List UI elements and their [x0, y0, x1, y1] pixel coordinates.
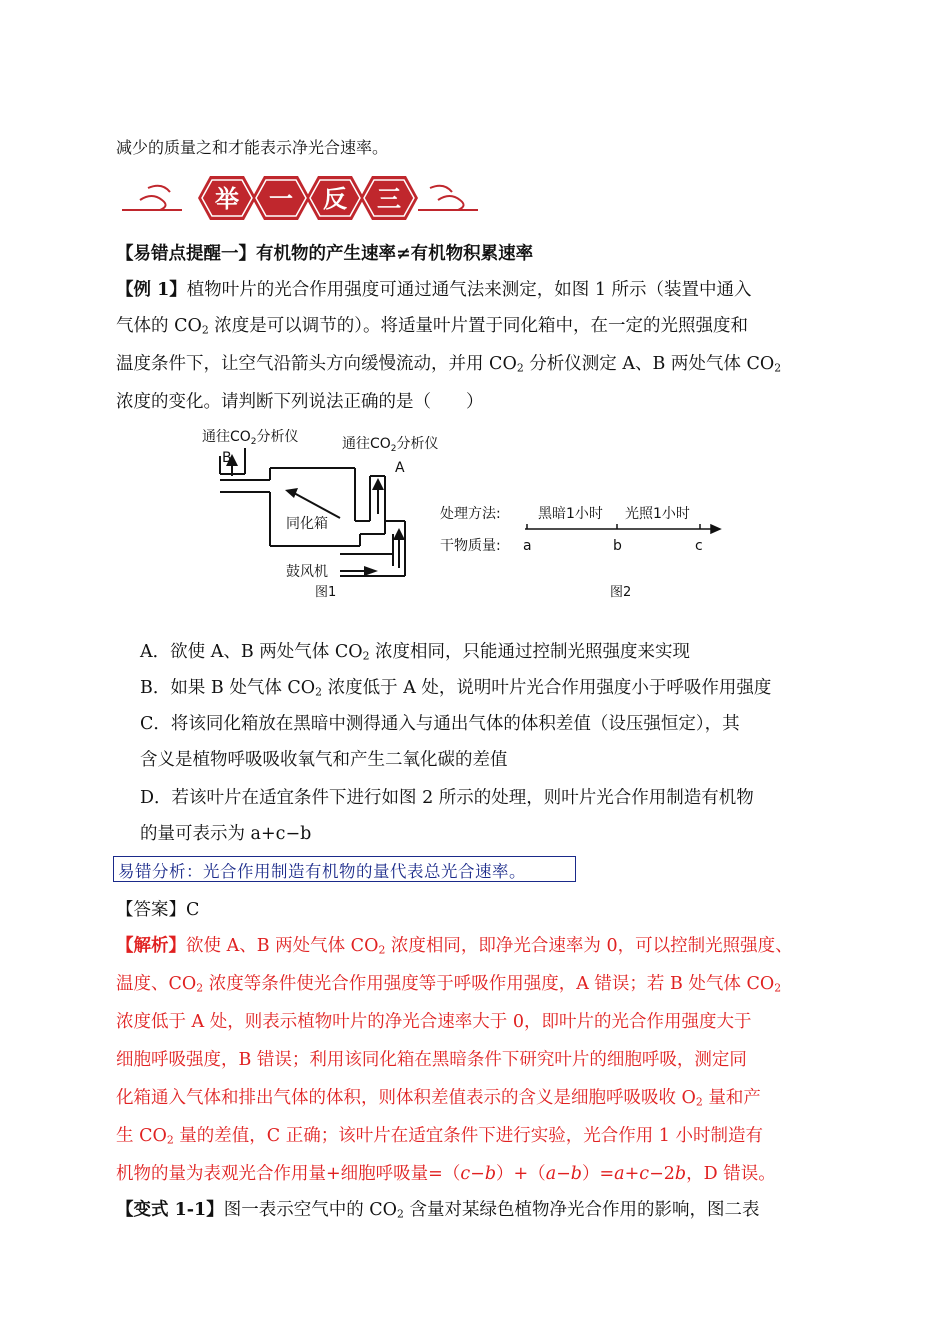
- fig2-caption: 图2: [610, 585, 632, 600]
- apparatus-figure: [190, 416, 750, 611]
- intro-text: 减少的质量之和才能表示净光合速率。: [116, 138, 389, 157]
- fig2-point-c: c: [695, 538, 703, 554]
- error-analysis-text: 易错分析：光合作用制造有机物的量代表总光合速率。: [118, 862, 526, 881]
- answer-text: 【答案】C: [116, 900, 200, 920]
- analysis-line-3: 浓度低于 A 处，则表示植物叶片的净光合速率大于 0，即叶片的光合作用强度大于: [116, 1012, 752, 1032]
- error-analysis-box: [113, 856, 576, 882]
- fig1-label-b: B: [222, 450, 232, 466]
- variant-tag: 【变式 1-1】: [116, 1200, 224, 1220]
- fig2-light-label: 光照1小时: [625, 506, 690, 522]
- fig2-mass-label: 干物质量:: [440, 538, 501, 554]
- fig1-caption: 图1: [315, 585, 337, 600]
- section-title: 【易错点提醒一】有机物的产生速率≠有机物积累速率: [116, 244, 534, 264]
- option-a[interactable]: A．欲使 A、B 两处气体 $CO_2$ 浓度相同，只能通过控制光照强度来实现: [140, 642, 691, 663]
- banner-char-4: 三: [377, 185, 401, 213]
- option-b[interactable]: B．如果 B 处气体 $CO_2$ 浓度低于 A 处，说明叶片光合作用强度小于呼吸作用强度: [140, 678, 772, 699]
- fig2-timeline: [525, 524, 720, 533]
- fig1-label-right: 通往$CO_2$分析仪: [342, 436, 439, 454]
- banner-char-2: 一: [269, 185, 293, 213]
- fig1-label-a: A: [395, 460, 405, 476]
- banner-char-1: 举: [215, 185, 239, 213]
- analysis-tag: 【解析】: [116, 936, 186, 956]
- fig2-point-a: a: [523, 538, 532, 554]
- example-stem-1: 植物叶片的光合作用强度可通过通气法来测定，如图 1 所示（装置中通入: [186, 280, 752, 300]
- fig1-label-left: 通往$CO_2$分析仪: [202, 429, 299, 447]
- fig2-point-b: b: [613, 538, 622, 554]
- analysis-line-1: 【解析】欲使 A、B 两处气体 $CO_2$ 浓度相同，即净光合速率为 0，可以控制光照强度、: [116, 936, 793, 957]
- variant-line: 【变式 1-1】图一表示空气中的 $CO_2$ 含量对某绿色植物净光合作用的影响，图二表: [116, 1200, 760, 1221]
- analysis-line-7: 机物的量为表观光合作用量+细胞呼吸量=（c−b）+（a−b）=a+c−2b，D 错误。: [116, 1164, 776, 1184]
- example-line-2: 气体的 $CO_2$ 浓度是可以调节的）。将适量叶片置于同化箱中，在一定的光照强度和: [116, 316, 749, 337]
- option-c[interactable]: C．将该同化箱放在黑暗中测得通入与通出气体的体积差值（设压强恒定），其: [140, 714, 740, 734]
- analysis-line-5: 化箱通入气体和排出气体的体积，则体积差值表示的含义是细胞呼吸吸收 $O_2$ 量和产: [116, 1088, 761, 1109]
- example-line-4: 浓度的变化。请判断下列说法正确的是（ ）: [116, 392, 484, 412]
- example-line-3: 温度条件下，让空气沿箭头方向缓慢流动，并用 $CO_2$ 分析仪测定 A、B 两处气体 $CO_2$: [116, 354, 782, 375]
- option-c-cont: 含义是植物呼吸吸收氧气和产生二氧化碳的差值: [140, 750, 508, 770]
- fig1-chamber-label: 同化箱: [286, 516, 328, 532]
- example-line-1: [116, 278, 752, 302]
- banner-char-3: 反: [323, 185, 347, 213]
- example-tag: 【例 1】: [116, 280, 187, 300]
- analysis-line-6: 生 $CO_2$ 量的差值，C 正确；该叶片在适宜条件下进行实验，光合作用 1 小时制造有: [116, 1126, 763, 1147]
- analysis-line-2: 温度、$CO_2$ 浓度等条件使光合作用强度等于呼吸作用强度，A 错误；若 B 处气体 $CO_2$: [116, 974, 782, 995]
- option-d-cont: 的量可表示为 a+c−b: [140, 824, 312, 844]
- banner-graphic: [120, 170, 480, 226]
- fig2-method-label: 处理方法:: [440, 506, 501, 522]
- fig2-dark-label: 黑暗1小时: [538, 506, 603, 522]
- option-d[interactable]: D．若该叶片在适宜条件下进行如图 2 所示的处理，则叶片光合作用制造有机物: [140, 788, 754, 808]
- fig1-blower-label: 鼓风机: [286, 564, 328, 580]
- analysis-line-4: 细胞呼吸强度，B 错误；利用该同化箱在黑暗条件下研究叶片的细胞呼吸，测定同: [116, 1050, 747, 1070]
